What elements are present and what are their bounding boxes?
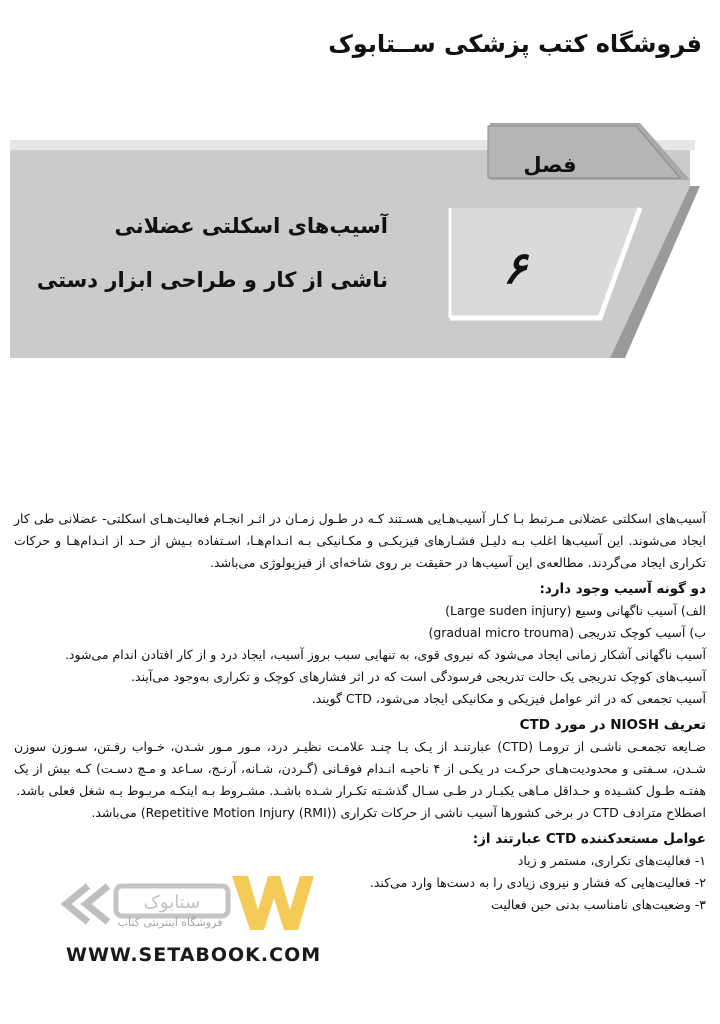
chapter-title-line-2: ناشی از کار و طراحی ابزار دستی (36, 268, 388, 292)
heading-predisposing-factors: عوامل مستعدکننده CTD عبارتند از: (472, 831, 706, 847)
watermark-logo-text: ستابوک (143, 892, 201, 913)
list-item-type-b: ب) آسیب کوچک تدریجی (gradual micro trouma) (428, 625, 706, 640)
chapter-title-line-1: آسیب‌های اسکلتی عضلانی (114, 214, 388, 238)
chapter-banner-graphic (0, 118, 720, 368)
factor-item-1: ۱- فعالیت‌های تکراری، مستمر و زیاد (517, 853, 706, 868)
factor-item-2: ۲- فعالیت‌هایی که فشار و نیروی زیادی را به دست‌ها وارد می‌کند. (369, 875, 706, 890)
heading-two-types: دو گونه آسیب وجود دارد: (539, 581, 706, 597)
cumulative-injury-description: آسیب تجمعی که در اثر عوامل فیزیکی و مکانیکی ایجاد می‌شود، CTD گویند. (311, 691, 706, 706)
synonym-paragraph: اصطلاح مترادف CTD در برخی کشورها آسیب ناشی از حرکات تکراری (Repetitive Motion Injury (RMI)) می‌باشد. (91, 805, 706, 820)
setabook-watermark (52, 872, 322, 1022)
list-item-type-a: الف) آسیب ناگهانی وسیع (Large suden injury) (445, 603, 706, 618)
gradual-injury-description: آسیب‌های کوچک تدریجی یک حالت تدریجی فرسودگی است که در اثر فشارهای کوچک و تکراری به‌وجود می‌آیند. (131, 669, 706, 684)
factor-item-3: ۳- وضعیت‌های نامناسب بدنی حین فعالیت (491, 897, 706, 912)
watermark-subtitle: فروشگاه اینترنتی کتاب (117, 916, 223, 929)
setabook-logo-icon (52, 872, 352, 952)
heading-niosh-definition: تعریف NIOSH در مورد CTD (519, 717, 706, 733)
store-name-header: فروشگاه کتب پزشکی ســتابوک (328, 30, 702, 58)
watermark-url[interactable]: WWW.SETABOOK.COM (66, 944, 322, 966)
chapter-banner (0, 118, 720, 368)
sudden-injury-description: آسیب ناگهانی آشکار زمانی ایجاد می‌شود که نیروی قوی، به تنهایی سبب بروز آسیب، ایجاد درد و از کار افتادن اندام می‌شود. (64, 647, 706, 662)
chapter-number: ۶ (503, 243, 527, 294)
chapter-label: فصل (523, 153, 577, 177)
niosh-definition-paragraph: ضـایعه تجمعـی ناشـی از ترومـا (CTD) عبارتنـد از یـک یـا چنـد علامـت نظیـر درد، مـور مـور شـدن، خـواب رفـتن، سـوزن سوزن شـدن، سـفتی و محدودیت‌هـای حرکـت در یکـی از ۴ ناحیـه انـدام فوقـانی (گـردن، شـانه، آرنـج، سـاعد و مـچ دسـت) کـه بیش از یک هفتـه طـول کشـیده و حـداقل مـاهی یکبـار در طـی سـال گذشـته تکـرار شـده باشـد. مشـروط بـه اینکـه مربـوط بـه شغل فعلی باشد. (14, 739, 707, 798)
chapter-body-text (14, 508, 706, 916)
intro-paragraph: آسیب‌های اسکلتی عضلانی مـرتبط بـا کـار آسیب‌هـایی هسـتند کـه در طـول زمـان در اثـر انجـام فعالیت‌هـای اسکلتی- عضلانی طی کار ایجاد می‌شوند. این آسیب‌ها اغلب بـه دلیـل فشـارهای فیزیکـی و مکـانیکی بـه انـدام‌هـا، اسـتفاده بـیش از حـد از انـدام‌هـا و حرکات تکراری ایجاد می‌گردند. مطالعه‌ی این آسیب‌ها در حقیقت بر روی شاخه‌ای از فیزیولوژی می‌باشد. (14, 511, 706, 570)
